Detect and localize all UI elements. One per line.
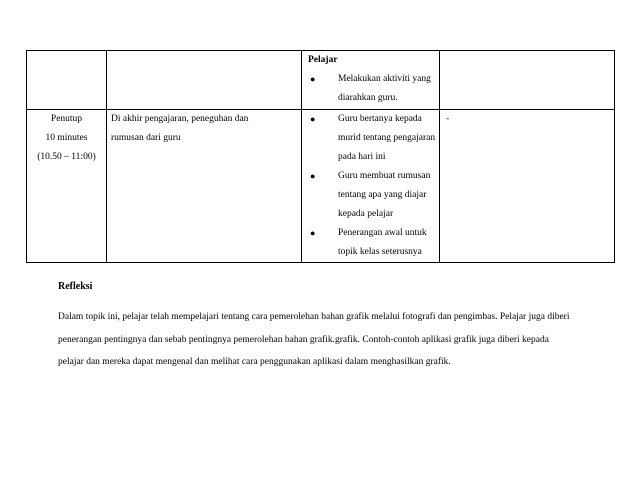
reflection-line: penerangan pentingnya dan sebab pentingnya pemerolehan bahan grafik.grafik. Contoh-contoh aplikasi grafik juga diberi kepada [58, 334, 549, 345]
activity-list-continuation [302, 70, 439, 108]
note-cell: - [440, 110, 615, 263]
phase-time: (10.50 – 11:00) [37, 152, 96, 162]
list-item: ● Penerangan awal untuk topik kelas seterusnya [302, 224, 439, 262]
content-cell-empty [107, 51, 302, 110]
phase-duration: 10 minutes [45, 133, 88, 143]
activity-cell-closing [302, 110, 440, 263]
content-line: rumusan dari guru [111, 133, 181, 143]
reflection-body [58, 306, 593, 374]
bullet-icon: ● [310, 171, 316, 181]
activity-cell-continuation [302, 51, 440, 110]
bullet-icon: ● [310, 228, 316, 238]
content-cell [107, 110, 302, 263]
lesson-plan-table [26, 50, 615, 263]
list-item: ● Melakukan aktiviti yang diarahkan guru. [302, 70, 439, 108]
list-item: ● Guru bertanya kepada murid tentang pengajaran pada hari ini [302, 110, 439, 167]
note-cell-empty [440, 51, 615, 110]
list-item: ● Guru membuat rumusan tentang apa yang diajar kepada pelajar [302, 167, 439, 224]
reflection-line: pelajar dan mereka dapat mengenal dan melihat cara penggunakan aplikasi dalam menghasilkan grafik. [58, 357, 451, 367]
table-row-closing [27, 110, 615, 263]
phase-cell [27, 110, 107, 263]
bullet-icon: ● [310, 114, 316, 124]
table-row-continuation [27, 51, 615, 110]
phase-cell-empty [27, 51, 107, 110]
phase-name: Penutup [50, 114, 83, 124]
activity-list-closing [302, 110, 439, 262]
reflection-line: Dalam topik ini, pelajar telah mempelajari tentang cara pemerolehan bahan grafik melalui fotografi dan pengimbas. Pelajar juga diberi [58, 312, 570, 322]
reflection-title: Refleksi [58, 281, 93, 292]
content-line: Di akhir pengajaran, peneguhan dan [111, 114, 249, 124]
bullet-icon: ● [310, 74, 316, 84]
activity-header: Pelajar [308, 55, 338, 65]
